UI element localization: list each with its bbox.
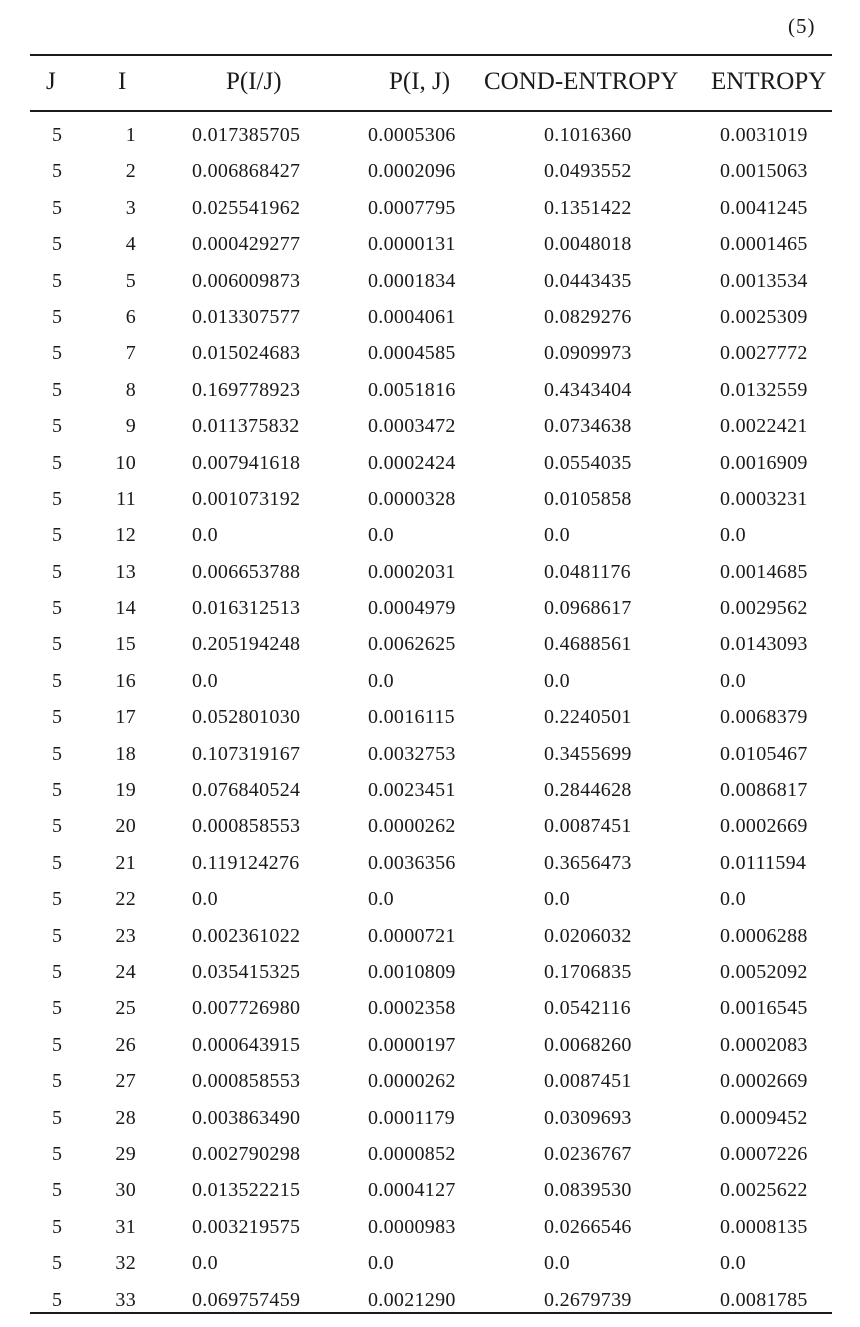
- cell-p-i-j: 0.0001179: [368, 1106, 455, 1129]
- table-row: [0, 118, 860, 154]
- cell-p-i-j: 0.0: [368, 524, 394, 547]
- cell-p-i-j: 0.0: [368, 669, 394, 692]
- cell-entropy: 0.0013534: [720, 269, 808, 292]
- cell-cond-entropy: 0.0542116: [544, 997, 631, 1020]
- table-row: [0, 591, 860, 627]
- cell-p-i-j: 0.0016115: [368, 706, 455, 729]
- cell-entropy: 0.0002669: [720, 1070, 808, 1093]
- cell-cond-entropy: 0.0068260: [544, 1033, 632, 1056]
- cell-cond-entropy: 0.3656473: [544, 851, 632, 874]
- table-row: [0, 809, 860, 845]
- cell-i: 32: [115, 1252, 136, 1275]
- cell-p-i-given-j: 0.011375832: [192, 415, 300, 438]
- cell-j: 5: [52, 960, 63, 983]
- cell-p-i-given-j: 0.025541962: [192, 196, 301, 219]
- cell-cond-entropy: 0.0734638: [544, 415, 632, 438]
- cell-p-i-given-j: 0.007941618: [192, 451, 301, 474]
- cell-cond-entropy: 0.0909973: [544, 342, 632, 365]
- cell-i: 31: [115, 1215, 136, 1238]
- cell-i: 17: [115, 706, 136, 729]
- cell-p-i-j: 0.0021290: [368, 1288, 456, 1311]
- table-row: [0, 227, 860, 263]
- cell-p-i-j: 0.0032753: [368, 742, 456, 765]
- table-row: [0, 409, 860, 445]
- cell-p-i-j: 0.0000721: [368, 924, 456, 947]
- table-row: [0, 737, 860, 773]
- table-row: [0, 700, 860, 736]
- cell-j: 5: [52, 233, 63, 256]
- cell-p-i-given-j: 0.001073192: [192, 487, 301, 510]
- cell-cond-entropy: 0.4343404: [544, 378, 632, 401]
- cell-cond-entropy: 0.0839530: [544, 1179, 632, 1202]
- cell-i: 28: [115, 1106, 136, 1129]
- cell-j: 5: [52, 560, 63, 583]
- cell-i: 11: [116, 487, 136, 510]
- cell-j: 5: [52, 888, 63, 911]
- cell-cond-entropy: 0.0493552: [544, 160, 632, 183]
- cell-cond-entropy: 0.0309693: [544, 1106, 632, 1129]
- cell-j: 5: [52, 706, 63, 729]
- cell-j: 5: [52, 924, 63, 947]
- table-row: [0, 773, 860, 809]
- cell-cond-entropy: 0.2679739: [544, 1288, 632, 1311]
- cell-p-i-given-j: 0.007726980: [192, 997, 301, 1020]
- cell-entropy: 0.0001465: [720, 233, 808, 256]
- cell-p-i-j: 0.0004979: [368, 597, 456, 620]
- cell-i: 10: [115, 451, 136, 474]
- cell-p-i-j: 0.0002358: [368, 997, 456, 1020]
- cell-p-i-j: 0.0002424: [368, 451, 456, 474]
- cell-entropy: 0.0041245: [720, 196, 808, 219]
- cell-i: 24: [115, 960, 136, 983]
- cell-i: 5: [125, 269, 136, 292]
- cell-i: 4: [125, 233, 136, 256]
- table-row: [0, 1101, 860, 1137]
- cell-entropy: 0.0031019: [720, 124, 808, 146]
- header-rule: [30, 110, 832, 112]
- cell-cond-entropy: 0.3455699: [544, 742, 632, 765]
- table-row: [0, 336, 860, 372]
- cell-p-i-given-j: 0.076840524: [192, 779, 301, 802]
- cell-j: 5: [52, 524, 63, 547]
- cell-j: 5: [52, 1179, 63, 1202]
- table-row: [0, 955, 860, 991]
- cell-i: 3: [125, 196, 136, 219]
- cell-p-i-given-j: 0.0: [192, 524, 218, 547]
- cell-entropy: 0.0: [720, 524, 746, 547]
- cell-j: 5: [52, 378, 63, 401]
- cell-entropy: 0.0016545: [720, 997, 808, 1020]
- cell-entropy: 0.0105467: [720, 742, 808, 765]
- table-row: [0, 373, 860, 409]
- cell-p-i-j: 0.0: [368, 1252, 394, 1275]
- header-cond-entropy: COND-ENTROPY: [484, 68, 679, 95]
- cell-p-i-given-j: 0.006009873: [192, 269, 301, 292]
- table-row: [0, 846, 860, 882]
- cell-p-i-j: 0.0007795: [368, 196, 456, 219]
- cell-i: 1: [125, 124, 136, 146]
- cell-p-i-j: 0.0000328: [368, 487, 456, 510]
- cell-i: 21: [115, 851, 136, 874]
- cell-cond-entropy: 0.0105858: [544, 487, 632, 510]
- table-row: [0, 1210, 860, 1246]
- cell-entropy: 0.0052092: [720, 960, 808, 983]
- table-row: [0, 555, 860, 591]
- cell-p-i-given-j: 0.000858553: [192, 815, 301, 838]
- cell-p-i-j: 0.0000197: [368, 1033, 456, 1056]
- cell-j: 5: [52, 815, 63, 838]
- cell-entropy: 0.0143093: [720, 633, 808, 656]
- table-row: [0, 991, 860, 1027]
- cell-cond-entropy: 0.1351422: [544, 196, 632, 219]
- table-row: [0, 154, 860, 190]
- cell-cond-entropy: 0.0829276: [544, 305, 632, 328]
- cell-j: 5: [52, 997, 63, 1020]
- cell-entropy: 0.0029562: [720, 597, 808, 620]
- table-body: [0, 118, 860, 1319]
- cell-p-i-j: 0.0: [368, 888, 394, 911]
- cell-entropy: 0.0025622: [720, 1179, 808, 1202]
- cell-j: 5: [52, 269, 63, 292]
- cell-entropy: 0.0009452: [720, 1106, 808, 1129]
- table-row: [0, 191, 860, 227]
- header-j: J: [46, 68, 56, 95]
- cell-p-i-given-j: 0.205194248: [192, 633, 301, 656]
- cell-entropy: 0.0081785: [720, 1288, 808, 1311]
- header-i: I: [118, 68, 127, 95]
- cell-p-i-j: 0.0062625: [368, 633, 456, 656]
- table-row: [0, 882, 860, 918]
- cell-cond-entropy: 0.0: [544, 669, 570, 692]
- cell-cond-entropy: 0.2240501: [544, 706, 632, 729]
- cell-entropy: 0.0003231: [720, 487, 808, 510]
- cell-cond-entropy: 0.1706835: [544, 960, 632, 983]
- cell-cond-entropy: 0.0: [544, 1252, 570, 1275]
- cell-j: 5: [52, 1288, 63, 1311]
- cell-j: 5: [52, 1033, 63, 1056]
- bottom-rule: [30, 1312, 832, 1314]
- top-rule: [30, 54, 832, 56]
- cell-j: 5: [52, 305, 63, 328]
- cell-cond-entropy: 0.4688561: [544, 633, 632, 656]
- cell-p-i-given-j: 0.169778923: [192, 378, 301, 401]
- cell-i: 14: [115, 597, 136, 620]
- cell-j: 5: [52, 451, 63, 474]
- cell-j: 5: [52, 633, 63, 656]
- cell-entropy: 0.0027772: [720, 342, 808, 365]
- cell-j: 5: [52, 851, 63, 874]
- cell-p-i-j: 0.0051816: [368, 378, 456, 401]
- header-p-i-given-j: P(I/J): [226, 68, 282, 95]
- cell-i: 2: [125, 160, 136, 183]
- cell-p-i-given-j: 0.0: [192, 669, 218, 692]
- cell-p-i-given-j: 0.006868427: [192, 160, 301, 183]
- cell-i: 27: [115, 1070, 136, 1093]
- cell-p-i-given-j: 0.013522215: [192, 1179, 301, 1202]
- cell-entropy: 0.0: [720, 1252, 746, 1275]
- cell-cond-entropy: 0.0968617: [544, 597, 632, 620]
- cell-cond-entropy: 0.0048018: [544, 233, 632, 256]
- cell-i: 9: [125, 415, 136, 438]
- cell-j: 5: [52, 160, 63, 183]
- cell-cond-entropy: 0.0206032: [544, 924, 632, 947]
- cell-p-i-j: 0.0002031: [368, 560, 456, 583]
- cell-entropy: 0.0132559: [720, 378, 808, 401]
- cell-p-i-j: 0.0002096: [368, 160, 456, 183]
- cell-p-i-given-j: 0.002790298: [192, 1142, 301, 1165]
- cell-j: 5: [52, 342, 63, 365]
- cell-entropy: 0.0086817: [720, 779, 808, 802]
- cell-j: 5: [52, 1070, 63, 1093]
- cell-p-i-given-j: 0.003863490: [192, 1106, 301, 1129]
- table-row: [0, 300, 860, 336]
- cell-cond-entropy: 0.1016360: [544, 124, 632, 146]
- table-row: [0, 482, 860, 518]
- table-row: [0, 1028, 860, 1064]
- cell-j: 5: [52, 487, 63, 510]
- cell-entropy: 0.0025309: [720, 305, 808, 328]
- table-row: [0, 1246, 860, 1282]
- table-row: [0, 627, 860, 663]
- cell-p-i-given-j: 0.015024683: [192, 342, 301, 365]
- cell-j: 5: [52, 779, 63, 802]
- cell-j: 5: [52, 742, 63, 765]
- cell-p-i-given-j: 0.003219575: [192, 1215, 301, 1238]
- cell-p-i-j: 0.0000983: [368, 1215, 456, 1238]
- cell-p-i-given-j: 0.052801030: [192, 706, 301, 729]
- cell-p-i-j: 0.0001834: [368, 269, 456, 292]
- cell-j: 5: [52, 1252, 63, 1275]
- table-header: [0, 62, 860, 104]
- cell-p-i-j: 0.0000131: [368, 233, 456, 256]
- cell-j: 5: [52, 1215, 63, 1238]
- cell-p-i-given-j: 0.000429277: [192, 233, 301, 256]
- table-row: [0, 664, 860, 700]
- cell-p-i-given-j: 0.069757459: [192, 1288, 301, 1311]
- cell-p-i-given-j: 0.000643915: [192, 1033, 301, 1056]
- cell-entropy: 0.0: [720, 669, 746, 692]
- cell-i: 22: [115, 888, 136, 911]
- cell-entropy: 0.0008135: [720, 1215, 808, 1238]
- cell-p-i-given-j: 0.0: [192, 888, 218, 911]
- cell-i: 30: [115, 1179, 136, 1202]
- cell-cond-entropy: 0.0266546: [544, 1215, 632, 1238]
- cell-entropy: 0.0022421: [720, 415, 808, 438]
- cell-p-i-given-j: 0.002361022: [192, 924, 301, 947]
- cell-j: 5: [52, 597, 63, 620]
- cell-i: 29: [115, 1142, 136, 1165]
- cell-j: 5: [52, 1142, 63, 1165]
- cell-j: 5: [52, 124, 63, 146]
- cell-i: 16: [115, 669, 136, 692]
- cell-p-i-j: 0.0036356: [368, 851, 456, 874]
- cell-cond-entropy: 0.0087451: [544, 815, 632, 838]
- cell-i: 6: [125, 305, 136, 328]
- table-row: [0, 264, 860, 300]
- table-row: [0, 518, 860, 554]
- cell-entropy: 0.0007226: [720, 1142, 808, 1165]
- cell-p-i-given-j: 0.016312513: [192, 597, 301, 620]
- cell-p-i-given-j: 0.000858553: [192, 1070, 301, 1093]
- cell-cond-entropy: 0.0481176: [544, 560, 631, 583]
- cell-i: 18: [115, 742, 136, 765]
- cell-cond-entropy: 0.0236767: [544, 1142, 632, 1165]
- cell-i: 13: [115, 560, 136, 583]
- cell-p-i-given-j: 0.119124276: [192, 851, 300, 874]
- cell-i: 8: [125, 378, 136, 401]
- cell-i: 15: [115, 633, 136, 656]
- cell-entropy: 0.0014685: [720, 560, 808, 583]
- cell-entropy: 0.0111594: [720, 851, 807, 874]
- header-entropy: ENTROPY: [711, 68, 827, 95]
- header-p-i-j: P(I, J): [389, 68, 451, 95]
- cell-i: 25: [115, 997, 136, 1020]
- cell-entropy: 0.0006288: [720, 924, 808, 947]
- cell-cond-entropy: 0.0554035: [544, 451, 632, 474]
- cell-entropy: 0.0016909: [720, 451, 808, 474]
- cell-i: 23: [115, 924, 136, 947]
- cell-p-i-given-j: 0.017385705: [192, 124, 301, 146]
- cell-cond-entropy: 0.0: [544, 888, 570, 911]
- cell-j: 5: [52, 669, 63, 692]
- cell-cond-entropy: 0.0443435: [544, 269, 632, 292]
- cell-j: 5: [52, 196, 63, 219]
- cell-p-i-j: 0.0003472: [368, 415, 456, 438]
- cell-p-i-j: 0.0004585: [368, 342, 456, 365]
- cell-cond-entropy: 0.0087451: [544, 1070, 632, 1093]
- cell-p-i-j: 0.0010809: [368, 960, 456, 983]
- cell-p-i-given-j: 0.013307577: [192, 305, 301, 328]
- table-row: [0, 1173, 860, 1209]
- table-row: [0, 919, 860, 955]
- table-row: [0, 1137, 860, 1173]
- table-row: [0, 1064, 860, 1100]
- cell-cond-entropy: 0.2844628: [544, 779, 632, 802]
- cell-p-i-given-j: 0.0: [192, 1252, 218, 1275]
- cell-i: 19: [115, 779, 136, 802]
- cell-p-i-j: 0.0004127: [368, 1179, 456, 1202]
- cell-p-i-j: 0.0004061: [368, 305, 456, 328]
- cell-j: 5: [52, 1106, 63, 1129]
- cell-p-i-j: 0.0005306: [368, 124, 456, 146]
- cell-p-i-j: 0.0000852: [368, 1142, 456, 1165]
- cell-i: 26: [115, 1033, 136, 1056]
- cell-cond-entropy: 0.0: [544, 524, 570, 547]
- cell-j: 5: [52, 415, 63, 438]
- cell-entropy: 0.0015063: [720, 160, 808, 183]
- cell-i: 7: [125, 342, 136, 365]
- cell-p-i-j: 0.0000262: [368, 815, 456, 838]
- cell-entropy: 0.0: [720, 888, 746, 911]
- table-row: [0, 446, 860, 482]
- cell-p-i-j: 0.0000262: [368, 1070, 456, 1093]
- cell-p-i-j: 0.0023451: [368, 779, 456, 802]
- cell-entropy: 0.0002083: [720, 1033, 808, 1056]
- cell-p-i-given-j: 0.107319167: [192, 742, 301, 765]
- cell-p-i-given-j: 0.035415325: [192, 960, 301, 983]
- page-number: (5): [788, 14, 816, 38]
- cell-entropy: 0.0002669: [720, 815, 808, 838]
- cell-i: 12: [115, 524, 136, 547]
- cell-entropy: 0.0068379: [720, 706, 808, 729]
- cell-i: 20: [115, 815, 136, 838]
- cell-p-i-given-j: 0.006653788: [192, 560, 301, 583]
- cell-i: 33: [115, 1288, 136, 1311]
